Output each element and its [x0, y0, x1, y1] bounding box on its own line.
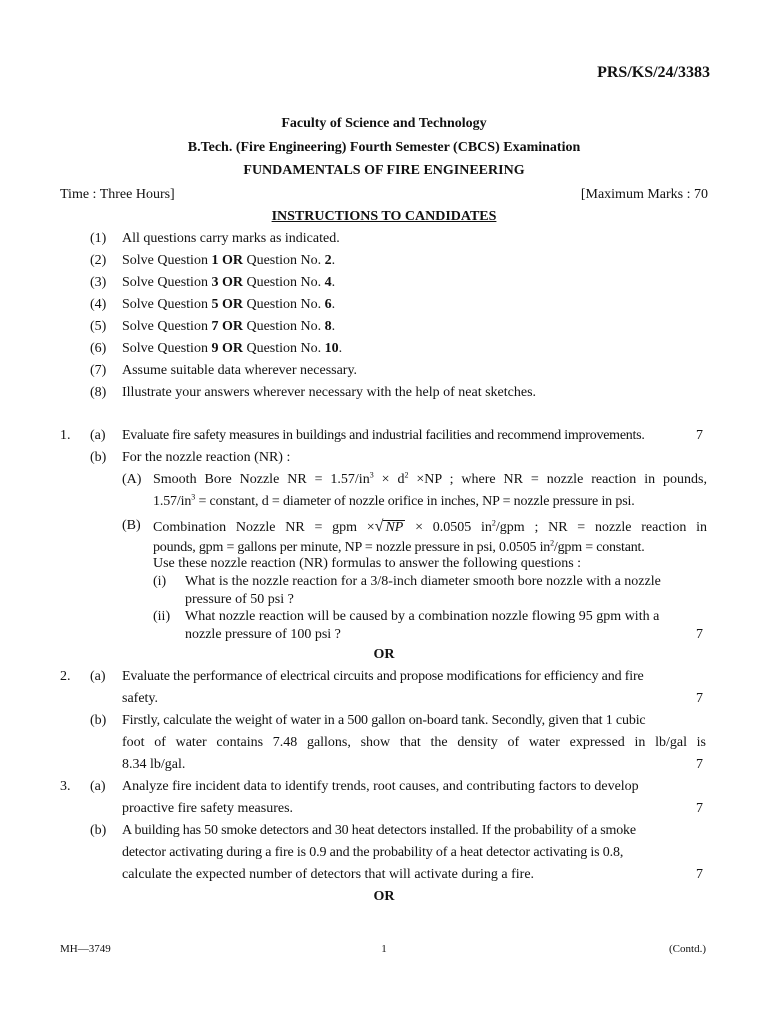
- instruction-text: Solve Question: [122, 319, 212, 334]
- marks: 7: [696, 691, 703, 706]
- instruction-item: [90, 275, 335, 291]
- instruction-item: [90, 363, 357, 379]
- subject-title: FUNDAMENTALS OF FIRE ENGINEERING: [243, 163, 525, 178]
- instruction-text: Question No.: [242, 275, 325, 290]
- instruction-text: Question No.: [242, 297, 325, 312]
- formula-line: Combination Nozzle NR = gpm ×√ NP × 0.0505 $in^2$/gpm ; NR = nozzle reaction in: [153, 518, 707, 535]
- question-text: Analyze fire incident data to identify trends, root causes, and contributing factors to develop: [122, 779, 639, 794]
- question-text: A building has 50 smoke detectors and 30 heat detectors installed. If the probability of a smoke: [122, 823, 636, 838]
- question-number: 3.: [60, 779, 71, 794]
- question-text: What nozzle reaction will be caused by a combination nozzle flowing 95 gpm with a: [185, 609, 660, 624]
- question-text: pressure of 50 psi ?: [185, 592, 294, 607]
- instruction-text: Question No.: [242, 253, 325, 268]
- instruction-text: 7 OR: [211, 319, 243, 334]
- instruction-text: .: [331, 297, 336, 312]
- or-separator: OR: [373, 647, 395, 662]
- exam-title: B.Tech. (Fire Engineering) Fourth Semester (CBCS) Examination: [187, 140, 581, 155]
- instructions-title: INSTRUCTIONS TO CANDIDATES: [271, 209, 497, 224]
- instruction-text: 3 OR: [211, 275, 243, 290]
- question-text: 8.34 lb/gal.: [122, 757, 186, 772]
- instruction-text: Question No.: [242, 341, 325, 356]
- instruction-text: 9 OR: [211, 341, 243, 356]
- instruction-number: (3): [90, 275, 107, 290]
- question-text: For the nozzle reaction (NR) :: [122, 450, 291, 465]
- instruction-text: 2: [324, 253, 332, 268]
- instruction-item: [90, 341, 342, 357]
- question-text: Use these nozzle reaction (NR) formulas to answer the following questions :: [153, 556, 582, 571]
- instruction-text: All questions carry marks as indicated.: [122, 231, 340, 246]
- instruction-text: 5 OR: [211, 297, 243, 312]
- instruction-text: .: [331, 319, 336, 334]
- instruction-text: 4: [324, 275, 332, 290]
- subquestion-label: (i): [153, 574, 167, 589]
- question-text: safety.: [122, 691, 159, 706]
- continued-label: (Contd.): [669, 943, 706, 955]
- instruction-number: (4): [90, 297, 107, 312]
- instruction-number: (1): [90, 231, 107, 246]
- paper-code: PRS/KS/24/3383: [597, 64, 710, 81]
- instruction-text: Solve Question: [122, 297, 212, 312]
- question-number: 1.: [60, 428, 71, 443]
- or-separator: OR: [373, 889, 395, 904]
- marks: 7: [696, 428, 703, 443]
- instruction-text: Solve Question: [122, 275, 212, 290]
- instruction-item: [90, 385, 536, 401]
- marks: 7: [696, 757, 703, 772]
- instruction-text: 6: [324, 297, 332, 312]
- instruction-text: Illustrate your answers wherever necessary with the help of neat sketches.: [122, 385, 537, 400]
- page-number: 1: [381, 943, 387, 955]
- instruction-text: 10: [324, 341, 339, 356]
- subpart-label: (B): [122, 518, 141, 533]
- footer-code: MH—3749: [60, 943, 111, 955]
- part-label: (a): [90, 428, 106, 443]
- question-text: calculate the expected number of detectors that will activate during a fire.: [122, 867, 535, 882]
- instruction-item: [90, 231, 340, 247]
- question-text: Firstly, calculate the weight of water in a 500 gallon on-board tank. Secondly, given that 1 cubic: [122, 713, 646, 728]
- square-root-icon: √: [374, 518, 384, 535]
- marks: 7: [696, 627, 703, 642]
- instruction-item: [90, 253, 335, 269]
- instruction-text: .: [331, 253, 336, 268]
- instruction-text: 1 OR: [211, 253, 243, 268]
- formula-line: Smooth Bore Nozzle NR = $1.57/in^3 \times d^2 \times NP$ ; where NR = nozzle reaction in pounds,: [153, 470, 707, 487]
- instruction-text: Assume suitable data wherever necessary.: [122, 363, 358, 378]
- instruction-number: (5): [90, 319, 107, 334]
- part-label: (b): [90, 450, 107, 465]
- part-label: (a): [90, 669, 106, 684]
- part-label: (b): [90, 823, 107, 838]
- formula-line: pounds, gpm = gallons per minute, NP = nozzle pressure in psi, 0.0505 $in^2$/gpm = constant.: [153, 538, 645, 555]
- marks: 7: [696, 801, 703, 816]
- marks: 7: [696, 867, 703, 882]
- question-number: 2.: [60, 669, 71, 684]
- instruction-text: Solve Question: [122, 253, 212, 268]
- question-text: What is the nozzle reaction for a 3/8-inch diameter smooth bore nozzle with a nozzle: [185, 574, 661, 589]
- instruction-text: 8: [324, 319, 332, 334]
- question-text: proactive fire safety measures.: [122, 801, 294, 816]
- formula-line: $1.57/in^3$ = constant, d = diameter of nozzle orifice in inches, NP = nozzle pressure in psi.: [153, 492, 635, 509]
- question-text: Evaluate the performance of electrical circuits and propose modifications for efficiency and fire: [122, 669, 644, 684]
- maximum-marks: [Maximum Marks : 70: [580, 187, 708, 202]
- part-label: (b): [90, 713, 107, 728]
- question-text: nozzle pressure of 100 psi ?: [185, 627, 341, 642]
- question-text: Evaluate fire safety measures in buildings and industrial facilities and recommend improvements.: [122, 428, 645, 443]
- instruction-number: (6): [90, 341, 107, 356]
- question-text: detector activating during a fire is 0.9 and the probability of a heat detector activating is 0.8,: [122, 845, 624, 860]
- instruction-number: (2): [90, 253, 107, 268]
- instruction-item: [90, 319, 335, 335]
- question-text: foot of water contains 7.48 gallons, show that the density of water expressed in lb/gal is: [122, 735, 706, 750]
- faculty-title: Faculty of Science and Technology: [281, 116, 487, 131]
- instruction-text: Question No.: [242, 319, 325, 334]
- instruction-text: .: [331, 275, 336, 290]
- part-label: (a): [90, 779, 106, 794]
- instruction-number: (7): [90, 363, 107, 378]
- instruction-text: .: [338, 341, 343, 356]
- subpart-label: (A): [122, 472, 142, 487]
- time-duration: Time : Three Hours]: [60, 187, 175, 202]
- instruction-text: Solve Question: [122, 341, 212, 356]
- instruction-number: (8): [90, 385, 107, 400]
- instruction-item: [90, 297, 335, 313]
- subquestion-label: (ii): [153, 609, 171, 624]
